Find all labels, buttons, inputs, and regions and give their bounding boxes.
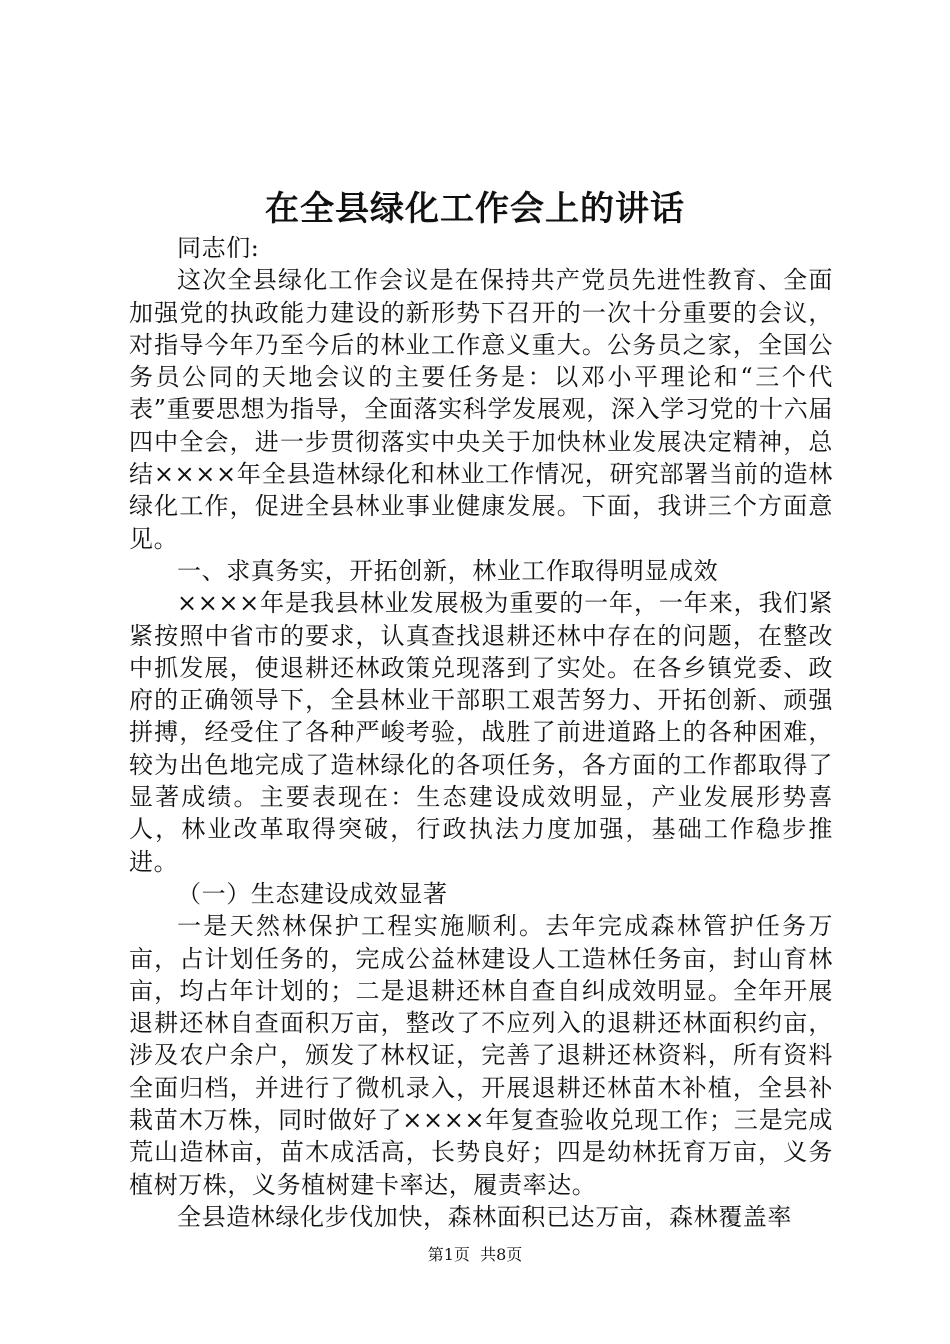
intro-paragraph: 这次全县绿化工作会议是在保持共产党员先进性教育、全面加强党的执政能力建设的新形势下召开的一次十分重要的会议，对指导今年乃至今后的林业工作意义重大。公务员之家，全国公务员公同的天地会议的主要任务是：以邓小平理论和“三个代表”重要思想为指导，全面落实科学发展观，深入学习党的十六届四中全会，进一步贯彻落实中央关于加快林业发展决定精神，总结××××年全县造林绿化和林业工作情况，研究部署当前的造林绿化工作，促进全县林业事业健康发展。下面，我讲三个方面意见。 <box>129 266 833 553</box>
body-paragraph: 一是天然林保护工程实施顺利。去年完成森林管护任务万亩，占计划任务的，完成公益林建设人工造林任务亩，封山育林亩，均占年计划的；二是退耕还林自查自纠成效明显。全年开展退耕还林自查面积万亩，整改了不应列入的退耕还林面积约亩，涉及农户余户，颁发了林权证，完善了退耕还林资料，所有资料全面归档，并进行了微机录入，开展退耕还林苗木补植，全县补栽苗木万株，同时做好了××××年复查验收兑现工作；三是完成荒山造林亩，苗木成活高，长势良好；四是幼林抚育万亩，义务植树万株，义务植树建卡率达，履责率达。 <box>129 912 833 1199</box>
subsection-heading: （一）生态建设成效显著 <box>177 879 448 908</box>
document-body <box>129 232 833 1233</box>
page-footer <box>0 1244 950 1266</box>
body-paragraph: ××××年是我县林业发展极为重要的一年，一年来，我们紧紧按照中省市的要求，认真查找退耕还林中存在的问题，在整改中抓发展，使退耕还林政策兑现落到了实处。在各乡镇党委、政府的正确领导下，全县林业干部职工艰苦努力、开拓创新、顽强拼搏，经受住了各种严峻考验，战胜了前进道路上的各种困难，较为出色地完成了造林绿化的各项任务，各方面的工作都取得了显著成绩。主要表现在：生态建设成效明显，产业发展形势喜人，林业改革取得突破，行政执法力度加强，基础工作稳步推进。 <box>129 589 833 876</box>
body-paragraph: 全县造林绿化步伐加快，森林面积已达万亩，森林覆盖率 <box>177 1202 792 1231</box>
document-title: 在全县绿化工作会上的讲话 <box>265 189 685 229</box>
salutation-paragraph: 同志们: <box>177 234 260 262</box>
section-heading: 一、求真务实，开拓创新，林业工作取得明显成效 <box>177 556 719 585</box>
page-number-total: 共8页 <box>480 1245 523 1264</box>
page-number-current: 第1页 <box>427 1245 470 1264</box>
